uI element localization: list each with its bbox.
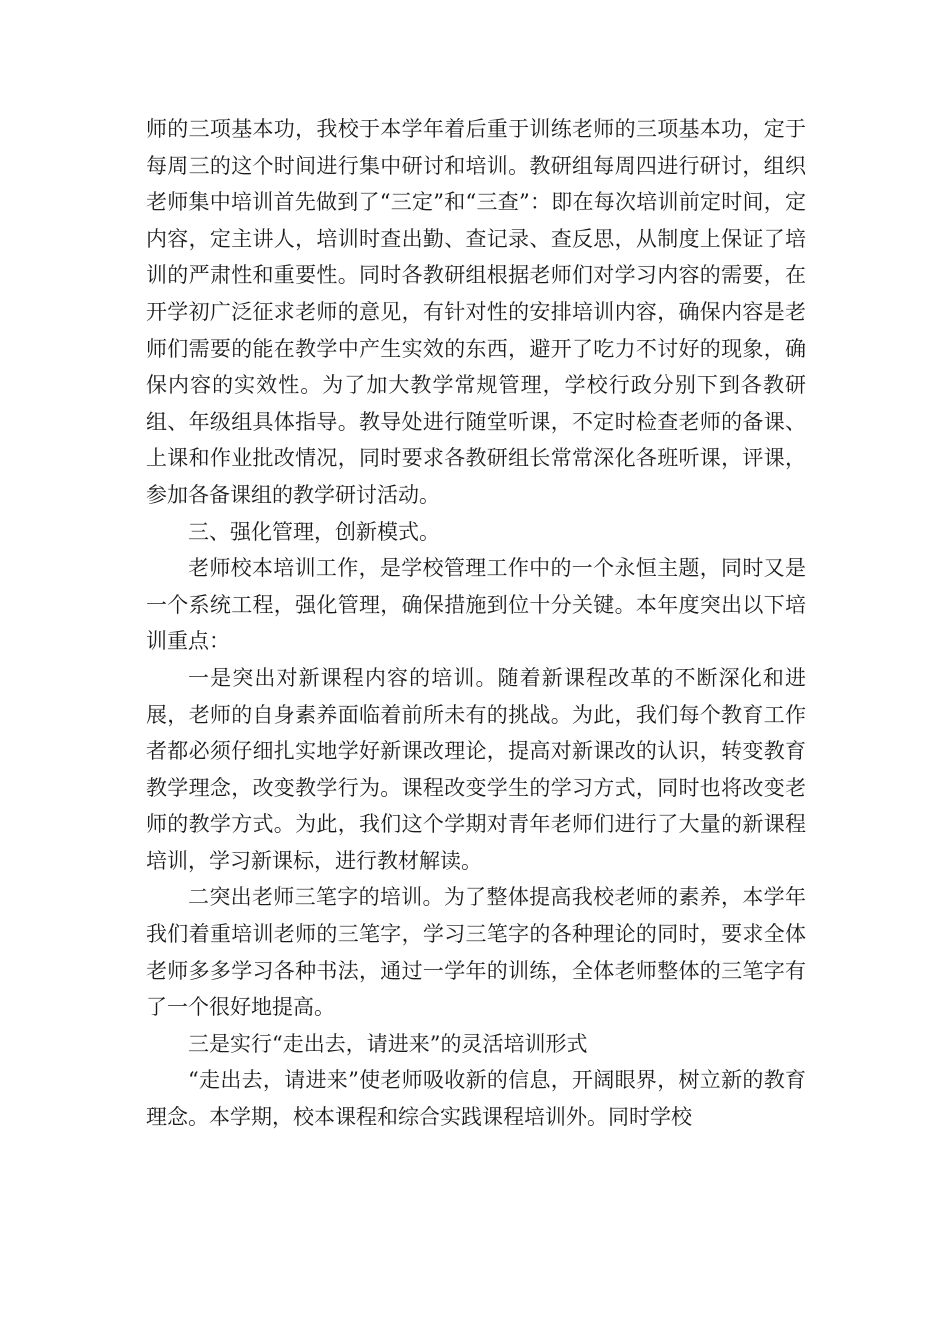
paragraph-continuation: 师的三项基本功，我校于本学年着后重于训练老师的三项基本功，定于每周三的这个时间进行集中研讨和培训。教研组每周四进行研讨，组织老师集中培训首先做到了“三定”和“三查”：即在每次培训前定时间，定内容，定主讲人，培训时查出勤、查记录、查反思，从制度上保证了培训的严肃性和重要性。同时各教研组根据老师们对学习内容的需要，在开学初广泛征求老师的意见，有针对性的安排培训内容，确保内容是老师们需要的能在教学中产生实效的东西，避开了吃力不讨好的现象，确保内容的实效性。为了加大教学常规管理，学校行政分别下到各教研组、年级组具体指导。教导处进行随堂听课，不定时检查老师的备课、上课和作业批改情况，同时要求各教研组长常常深化各班听课，评课，参加各备课组的教学研讨活动。 [146, 117, 806, 507]
paragraph-intro: 老师校本培训工作，是学校管理工作中的一个永恒主题，同时又是一个系统工程，强化管理，确保措施到位十分关键。本年度突出以下培训重点： [146, 556, 806, 654]
paragraph-point-three: “走出去，请进来”使老师吸收新的信息，开阔眼界，树立新的教育理念。本学期，校本课程和综合实践课程培训外。同时学校 [146, 1068, 806, 1130]
section-heading: 三、强化管理，创新模式。 [188, 519, 440, 544]
body-text [146, 111, 806, 1136]
paragraph-point-one: 一是突出对新课程内容的培训。随着新课程改革的不断深化和进展，老师的自身素养面临着前所未有的挑战。为此，我们每个教育工作者都必须仔细扎实地学好新课改理论，提高对新课改的认识，转变教育教学理念，改变教学行为。课程改变学生的学习方式，同时也将改变老师的教学方式。为此，我们这个学期对青年老师们进行了大量的新课程培训，学习新课标，进行教材解读。 [146, 665, 806, 873]
paragraph-point-three-heading: 三是实行“走出去，请进来”的灵活培训形式 [188, 1031, 588, 1056]
paragraph-point-two: 二突出老师三笔字的培训。为了整体提高我校老师的素养，本学年我们着重培训老师的三笔字，学习三笔字的各种理论的同时，要求全体老师多多学习各种书法，通过一学年的训练，全体老师整体的三笔字有了一个很好地提高。 [146, 885, 806, 1020]
